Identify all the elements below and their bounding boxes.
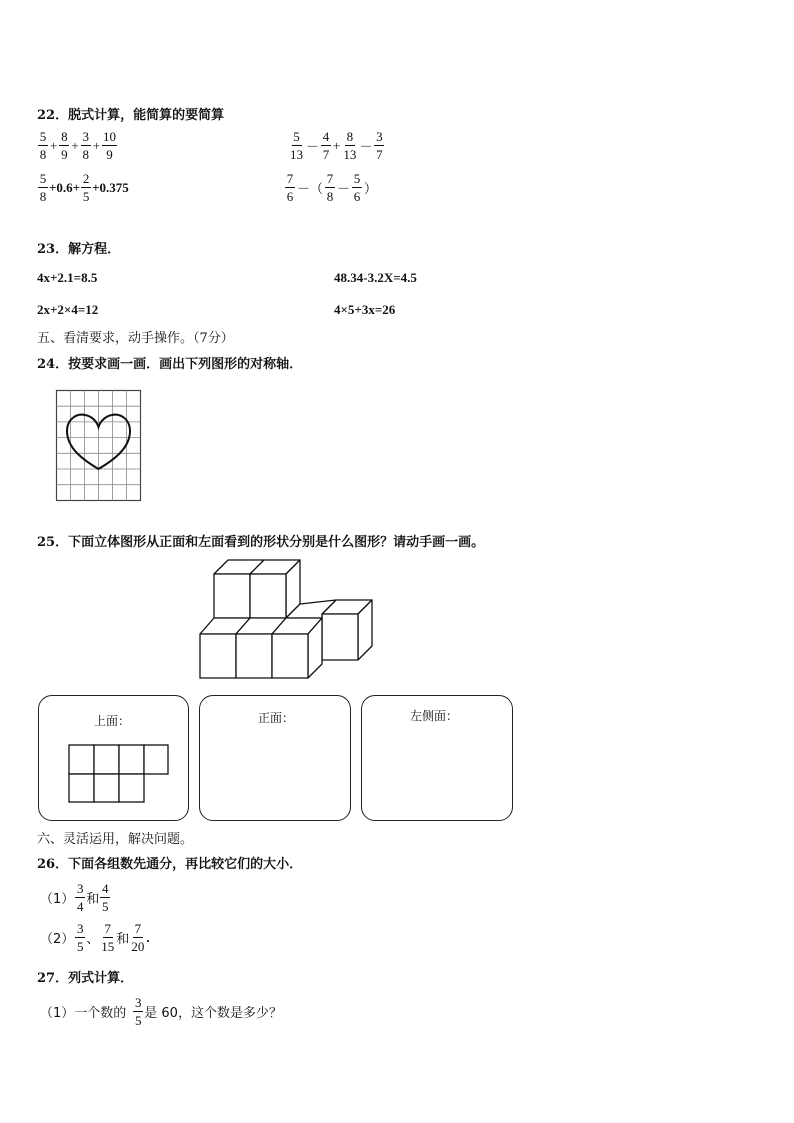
q23-equation-2: 48.34-3.2X=4.5 [334,270,417,285]
fraction: $\frac{3}{4}$ [77,881,84,914]
fraction: $\frac{7}{15}$ [101,921,115,954]
q27-title: 27．列式计算． [37,971,134,986]
q26-part-2: （2） $\frac{3}{5}$ 、 $\frac{7}{15}$ 和 $\frac{7}{20}$ . [40,921,150,954]
q22-title: 22．脱式计算，能简算的要简算 [37,108,225,123]
fraction: $\frac{5}{8}$ [39,129,47,162]
q22-expression-3: $\frac{5}{8}$ +0.6+ $\frac{2}{5}$ +0.375 [39,171,129,204]
front-view-box[interactable] [199,695,351,821]
section-6-heading: 六、灵活运用，解决问题。 [37,832,194,847]
section-5-heading: 五、看清要求，动手操作。（7分） [37,331,234,346]
q26-title: 26．下面各组数先通分，再比较它们的大小． [37,857,303,872]
q23-equation-3: 2x+2×4=12 [37,302,99,317]
q25-title: 25．下面立体图形从正面和左面看到的形状分别是什么图形？请动手画一画。 [37,535,485,550]
q23-title: 23．解方程． [37,242,121,257]
top-view-label: 上面： [94,714,131,728]
q22-expression-4: $\frac{7}{6}$ －（ $\frac{7}{8}$ － $\frac{5}{6}$ ） [286,171,378,204]
q26-part-1: （1） $\frac{3}{4}$ 和 $\frac{4}{5}$ [40,881,109,914]
front-view-label: 正面： [258,711,295,725]
fraction: $\frac{5}{13}$ [290,129,303,162]
fraction: $\frac{8}{13}$ [343,129,357,162]
fraction: $\frac{7}{6}$ [286,171,294,204]
fraction: $\frac{7}{20}$ [131,921,145,954]
top-view-grid-figure [68,744,170,804]
fraction: $\frac{8}{9}$ [61,129,68,162]
q23-equation-1: 4x+2.1=8.5 [37,270,98,285]
fraction: $\frac{5}{8}$ [39,171,47,204]
left-view-box[interactable] [361,695,513,821]
q23-equation-4: 4×5+3x=26 [334,302,396,317]
top-view-box [38,695,189,821]
fraction: $\frac{10}{9}$ [103,129,117,162]
fraction: $\frac{5}{6}$ [353,171,361,204]
fraction: $\frac{3}{5}$ [135,995,142,1028]
cube-solid-figure [196,556,378,682]
q22-expression-1: $\frac{5}{8}$ + $\frac{8}{9}$ + $\frac{3}{8}$ + $\frac{10}{9}$ [39,129,117,162]
fraction: $\frac{3}{8}$ [82,129,89,162]
q22-expression-2: $\frac{5}{13}$ － $\frac{4}{7}$ + $\frac{8}{13}$ － $\frac{3}{7}$ [290,129,383,162]
heart-grid-figure [55,389,143,503]
fraction: $\frac{3}{5}$ [77,921,84,954]
q27-part-1: （1）一个数的 $\frac{3}{5}$ 是 60，这个数是多少？ [40,995,282,1028]
fraction: $\frac{4}{7}$ [322,129,330,162]
fraction: $\frac{4}{5}$ [102,881,109,914]
fraction: $\frac{3}{7}$ [376,129,383,162]
fraction: $\frac{2}{5}$ [82,171,90,204]
q24-title: 24．按要求画一画．画出下列图形的对称轴． [37,357,303,372]
left-view-label: 左侧面： [410,709,459,723]
fraction: $\frac{7}{8}$ [326,171,334,204]
